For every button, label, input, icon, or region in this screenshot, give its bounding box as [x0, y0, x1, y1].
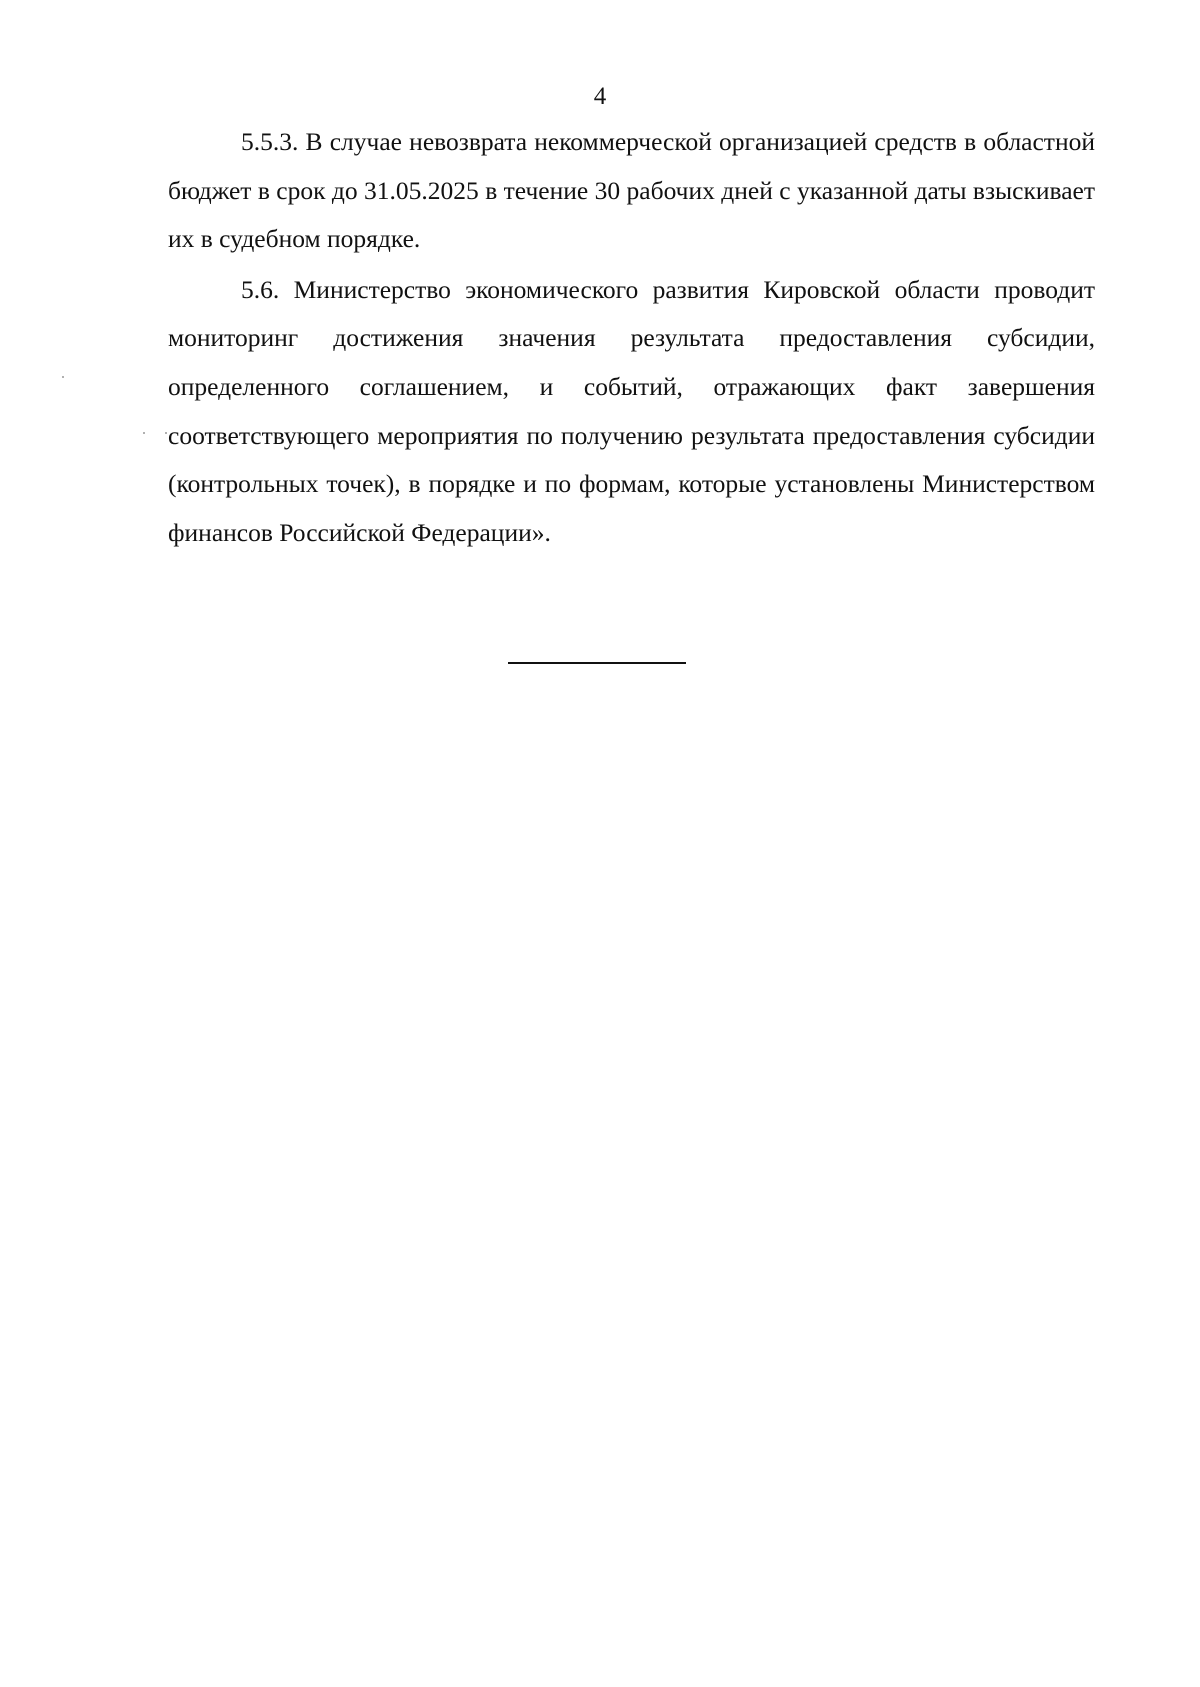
document-body — [168, 118, 1095, 559]
scan-speck — [62, 376, 64, 378]
scan-speck — [165, 432, 167, 434]
paragraph-5-6: 5.6. Министерство экономического развития Кировской области проводит мониторинг достижения значения результата предоставления субсидии, определенного соглашением, и событий, отражающих факт завершения соответствующего мероприятия по получению результата предоставления субсидии (контрольных точек), в порядке и по формам, которые установлены Министерством финансов Российской Федерации». — [168, 274, 1095, 547]
paragraph-5-5-3: 5.5.3. В случае невозврата некоммерческой организацией средств в областной бюджет в срок до 31.05.2025 в течение 30 рабочих дней с указанной даты взыскивает их в судебном порядке. — [168, 127, 1095, 254]
closing-rule — [508, 662, 686, 664]
page-number: 4 — [593, 83, 607, 110]
scan-speck — [143, 432, 145, 434]
